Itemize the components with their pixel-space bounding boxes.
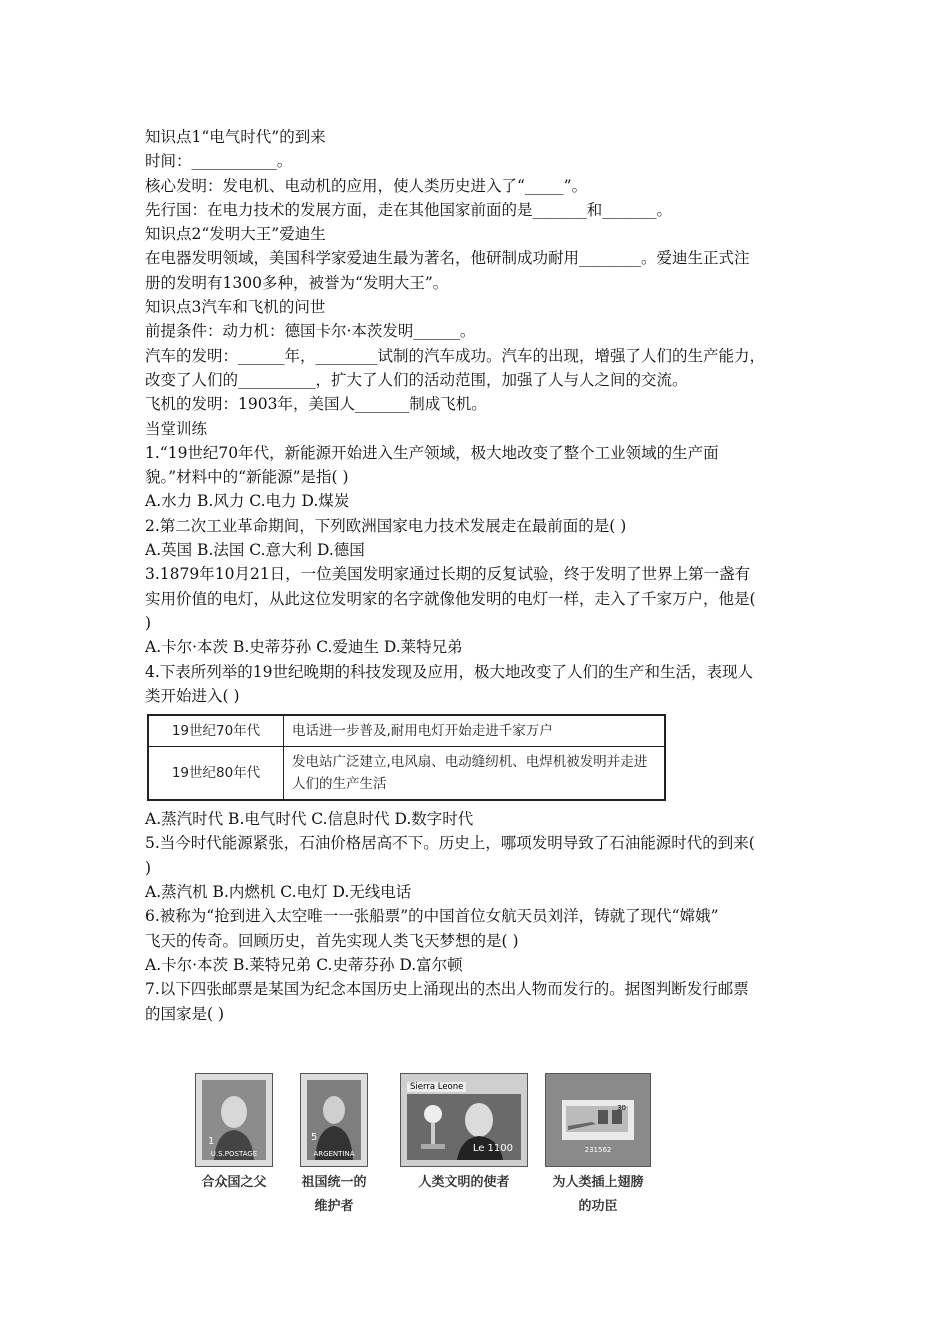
table-row	[148, 715, 665, 747]
question-4: 4.下表所列举的19世纪晚期的科技发现及应用，极大地改变了人们的生产和生活，表现人	[145, 662, 754, 681]
text-line: 知识点3汽车和飞机的问世	[145, 298, 326, 317]
question-5-cont: )	[145, 858, 152, 877]
question-7-cont: 的国家是( )	[145, 1004, 225, 1023]
text-line: 核心发明：发电机、电动机的应用，使人类历史进入了“_____”。	[145, 176, 588, 195]
text-line: 知识点2“发明大王”爱迪生	[145, 225, 326, 244]
question-4-cont: 类开始进入( )	[145, 686, 240, 705]
stamp-caption: 为人类插上翅膀的功臣	[552, 1175, 644, 1214]
stamp-caption: 人类文明的使者	[418, 1175, 510, 1190]
question-6: 6.被称为“抢到进入太空唯一一张船票”的中国首位女航天员刘洋，铸就了现代“嫦娥”	[145, 907, 719, 926]
portrait-icon	[307, 1080, 361, 1160]
question-3: 3.1879年10月21日，一位美国发明家通过长期的反复试验，终于发明了世界上第一盏有	[145, 565, 751, 584]
stamp-image	[300, 1073, 368, 1167]
table-cell: 电话进一步普及,耐用电灯开始走进千家万户	[284, 715, 666, 747]
question-4-options: A.蒸汽时代 B.电气时代 C.信息时代 D.数字时代	[145, 810, 474, 829]
question-3-options: A.卡尔·本茨 B.史蒂芬孙 C.爱迪生 D.莱特兄弟	[145, 638, 463, 657]
stamp-image	[400, 1073, 528, 1167]
question-3-cont: 实用价值的电灯，从此这位发明家的名字就像他发明的电灯一样，走入了千家万户，他是(	[145, 589, 756, 608]
question-1: 1.“19世纪70年代，新能源开始进入生产领域，极大地改变了整个工业领域的生产面	[145, 443, 719, 462]
question-6-options: A.卡尔·本茨 B.莱特兄弟 C.史蒂芬孙 D.富尔顿	[145, 955, 463, 974]
stamp-caption: 祖国统一的维护者	[301, 1175, 367, 1214]
question-1-cont: 貌。”材料中的“新能源”是指( )	[145, 468, 349, 487]
stamp-label: 231562	[584, 1146, 612, 1154]
question-5: 5.当今时代能源紧张，石油价格居高不下。历史上，哪项发明导致了石油能源时代的到来(	[145, 834, 755, 853]
question-7: 7.以下四张邮票是某国为纪念本国历史上涌现出的杰出人物而发行的。据图判断发行邮票	[145, 980, 749, 999]
stamp-value: Le 1100	[472, 1143, 513, 1154]
question-5-options: A.蒸汽机 B.内燃机 C.电灯 D.无线电话	[145, 883, 412, 902]
question-2: 2.第二次工业革命期间，下列欧洲国家电力技术发展走在最前面的是( )	[145, 516, 627, 535]
text-line: 册的发明有1300多种，被誉为“发明大王”。	[145, 273, 449, 292]
stamp-label: U.S.POSTAGE	[210, 1150, 258, 1158]
stamp-image	[545, 1073, 651, 1167]
section-heading: 当堂训练	[145, 419, 208, 438]
text-line: 汽车的发明：______年，________试制的汽车成功。汽车的出现，增强了人们的生产能力，	[145, 346, 766, 365]
table-cell: 发电站广泛建立,电风扇、电动缝纫机、电焊机被发明并走进人们的生产生活	[284, 747, 666, 801]
text-line: 在电器发明领域，美国科学家爱迪生最为著名，他研制成功耐用________。爱迪生正式注	[145, 249, 750, 268]
stamp-caption: 合众国之父	[201, 1175, 267, 1190]
portrait-icon	[202, 1080, 266, 1160]
question-2-options: A.英国 B.法国 C.意大利 D.德国	[145, 541, 365, 560]
stamp-label: Sierra Leone	[407, 1082, 466, 1092]
table-row	[148, 747, 665, 801]
stamp-value: 5	[311, 1132, 318, 1143]
stamp-value: 30	[617, 1104, 626, 1112]
text-line: 飞机的发明：1903年，美国人_______制成飞机。	[145, 395, 487, 414]
text-line: 改变了人们的__________，扩大了人们的活动范围，加强了人与人之间的交流。	[145, 370, 688, 389]
info-table	[147, 714, 666, 801]
text-line: 知识点1“电气时代”的到来	[145, 128, 326, 146]
text-line: 前提条件：动力机：德国卡尔·本茨发明______。	[145, 322, 476, 341]
table-cell: 19世纪80年代	[148, 747, 284, 801]
worksheet	[145, 125, 825, 1026]
stamp-figure	[190, 1068, 660, 1228]
question-6-cont: 飞天的传奇。回顾历史，首先实现人类飞天梦想的是( )	[145, 931, 519, 950]
stamp-image	[195, 1073, 273, 1167]
stamp-value: 1	[208, 1136, 215, 1147]
stamp-label: ARGENTINA	[313, 1150, 355, 1158]
text-line: 先行国：在电力技术的发展方面，走在其他国家前面的是_______和_______。	[145, 200, 673, 219]
text-line: 时间：___________。	[145, 152, 293, 171]
question-1-options: A.水力 B.风力 C.电力 D.煤炭	[145, 492, 350, 511]
question-3-cont: )	[145, 613, 152, 632]
table-cell: 19世纪70年代	[148, 715, 284, 747]
